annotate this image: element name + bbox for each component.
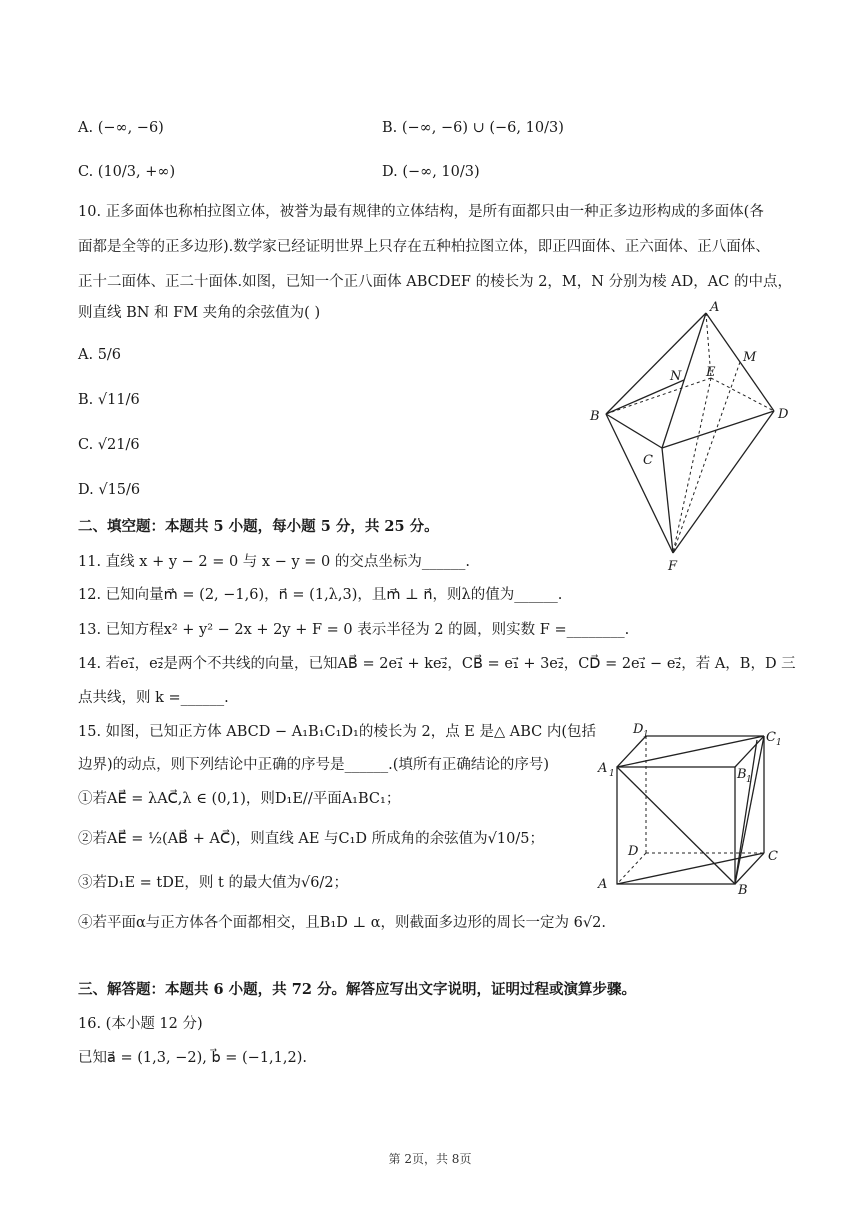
- q9-option-d: D. (−∞, 10/3): [382, 164, 480, 180]
- q12-text: 12. 已知向量m⃗ = (2, −1,6)，n⃗ = (1,λ,3)，且m⃗ ⊥ n⃗，则λ的值为______.: [78, 587, 563, 603]
- q9-option-c: C. (10/3, +∞): [78, 164, 176, 180]
- cube-label-c: C: [768, 849, 778, 864]
- fig-label-n: N: [670, 369, 682, 384]
- cube-label-d: D: [628, 844, 639, 859]
- q16-heading: 16. (本小题 12 分): [78, 1016, 203, 1032]
- fig-label-e: E: [706, 365, 716, 380]
- q16-text: 已知a⃗ = (1,3, −2), b⃗ = (−1,1,2).: [78, 1050, 307, 1066]
- q9-option-b: B. (−∞, −6) ∪ (−6, 10/3): [382, 120, 564, 136]
- cube-label-c1-sub: 1: [776, 738, 782, 748]
- q10-text-line1: 10. 正多面体也称柏拉图立体，被誉为最有规律的立体结构，是所有面都只由一种正多边形构成的多面体(各: [78, 204, 764, 220]
- cube-label-a: A: [598, 877, 608, 892]
- fig-label-a: A: [710, 300, 720, 315]
- q14-text-line2: 点共线，则 k =______.: [78, 690, 229, 706]
- q15-statement-4: ④若平面α与正方体各个面都相交，且B₁D ⊥ α，则截面多边形的周长一定为 6√2.: [78, 915, 606, 931]
- q13-text: 13. 已知方程x² + y² − 2x + 2y + F = 0 表示半径为 2 的圆，则实数 F =________.: [78, 622, 630, 638]
- q10-text-line2: 面都是全等的正多边形).数学家已经证明世界上只存在五种柏拉图立体，即正四面体、正六面体、正八面体、: [78, 239, 770, 255]
- q10-option-c: C. √21/6: [78, 437, 140, 453]
- q10-option-b: B. √11/6: [78, 392, 140, 408]
- q15-statement-3: ③若D₁E = tDE，则 t 的最大值为√6/2；: [78, 875, 349, 891]
- cube-label-b1: B: [737, 767, 747, 782]
- cube-label-b1-sub: 1: [746, 775, 752, 785]
- q10-text-line3: 正十二面体、正二十面体.如图，已知一个正八面体 ABCDEF 的棱长为 2，M，N 分别为棱 AD，AC 的中点，: [78, 274, 792, 290]
- q10-text-line4: 则直线 BN 和 FM 夹角的余弦值为( ): [78, 305, 321, 321]
- cube-label-d1-sub: 1: [643, 730, 649, 740]
- fig-label-f: F: [668, 559, 678, 574]
- q11-text: 11. 直线 x + y − 2 = 0 与 x − y = 0 的交点坐标为______.: [78, 554, 470, 570]
- page-footer: 第 2页，共 8页: [388, 1152, 472, 1166]
- cube-label-b: B: [738, 883, 748, 896]
- cube-label-c1: C: [766, 730, 776, 745]
- fig-label-m: M: [743, 350, 757, 365]
- q9-option-a: A. (−∞, −6): [78, 120, 164, 136]
- cube-label-a1: A: [598, 761, 608, 776]
- q10-option-a: A. 5/6: [78, 347, 122, 363]
- cube-figure: [596, 716, 792, 896]
- section3-heading: 三、解答题：本题共 6 小题，共 72 分。解答应写出文字说明，证明过程或演算步骤。: [78, 981, 636, 998]
- fig-label-d: D: [778, 407, 789, 422]
- q14-text-line1: 14. 若e₁⃗，e₂⃗是两个不共线的向量，已知AB⃗ = 2e₁⃗ + ke₂⃗，CB⃗ = e₁⃗ + 3e₂⃗，CD⃗ = 2e₁⃗ − e₂⃗，若 A，B，D 三: [78, 656, 796, 672]
- q15-statement-1: ①若AE⃗ = λAC⃗,λ ∈ (0,1)，则D₁E//平面A₁BC₁；: [78, 791, 401, 807]
- q10-option-d: D. √15/6: [78, 482, 141, 498]
- octahedron-figure: [580, 296, 800, 576]
- cube-label-a1-sub: 1: [609, 769, 615, 779]
- fig-label-b: B: [590, 409, 600, 424]
- q15-text-line2: 边界)的动点，则下列结论中正确的序号是______.(填所有正确结论的序号): [78, 757, 550, 773]
- cube-label-d1: D: [633, 722, 644, 737]
- section2-heading: 二、填空题：本题共 5 小题，每小题 5 分，共 25 分。: [78, 518, 439, 535]
- q15-statement-2: ②若AE⃗ = ½(AB⃗ + AC⃗)，则直线 AE 与C₁D 所成角的余弦值为√10/5；: [78, 831, 544, 847]
- fig-label-c: C: [643, 453, 653, 468]
- q15-text-line1: 15. 如图，已知正方体 ABCD − A₁B₁C₁D₁的棱长为 2，点 E 是△ ABC 内(包括: [78, 724, 597, 740]
